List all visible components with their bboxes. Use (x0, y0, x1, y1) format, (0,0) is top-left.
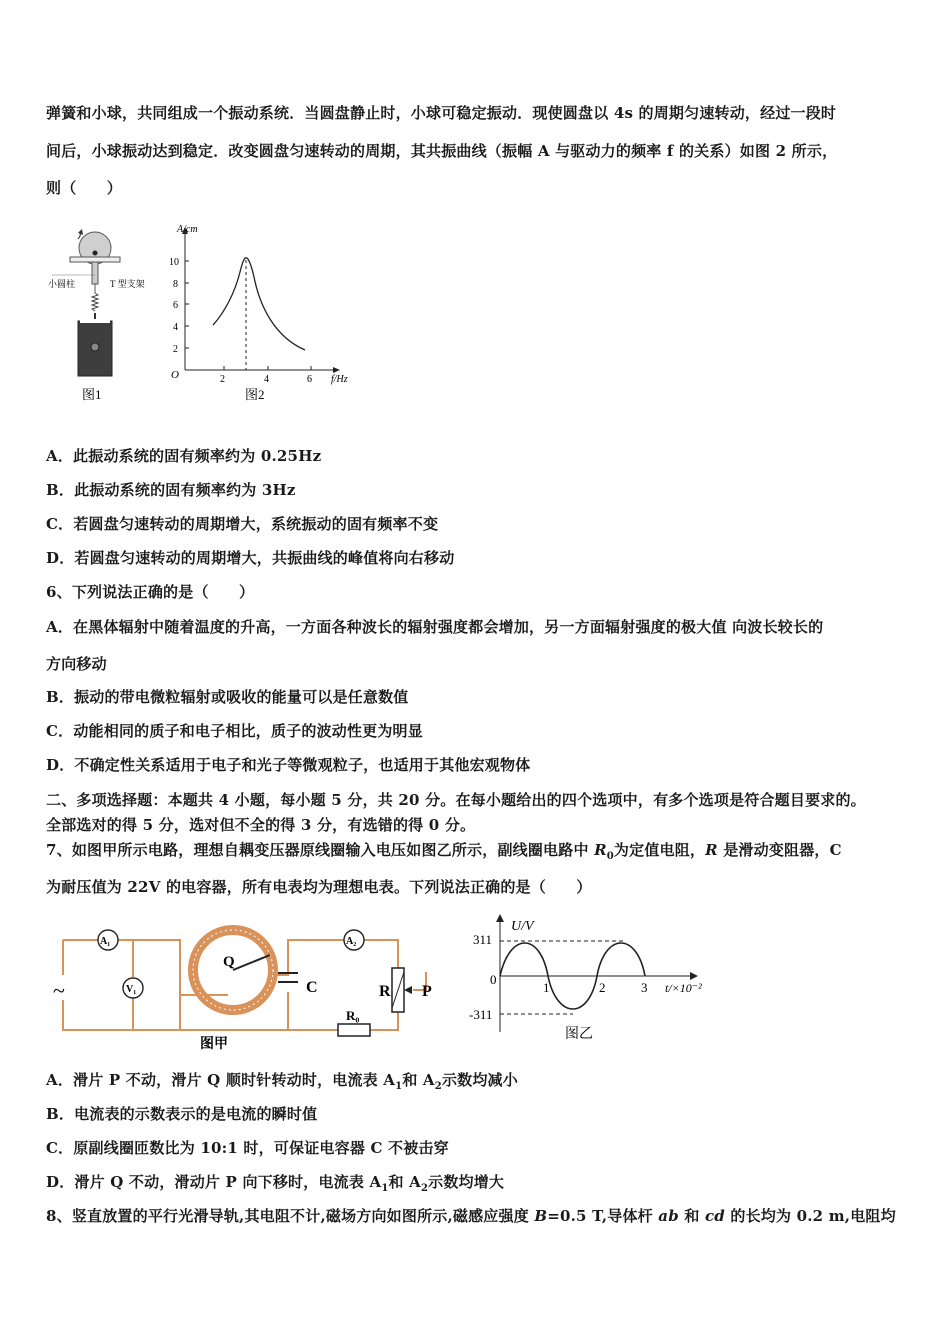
fig1-caption: 图1 (82, 387, 102, 402)
q8-stem: 8、竖直放置的平行光滑导轨,其电阻不计,磁场方向如图所示,磁感应强度 B=0.5 T,导体杆 ab 和 cd 的长均为 0.2 m,电阻均 (46, 1207, 896, 1225)
ammeter-a1-label: A₁ (100, 936, 111, 947)
q6-option-c[interactable]: C．动能相同的质子和电子相比，质子的波动性更为明显 (46, 722, 423, 740)
q5-stem-line3: 则（ ） (46, 179, 123, 197)
ammeter-a2-label: A₂ (346, 936, 357, 947)
capacitor-label: C (306, 979, 318, 996)
q6-option-b[interactable]: B．振动的带电微粒辐射或吸收的能量可以是任意数值 (46, 688, 409, 706)
circuit-caption: 图甲 (200, 1037, 228, 1052)
q5-stem-line2: 间后，小球振动达到稳定．改变圆盘匀速转动的周期，其共振曲线（振幅 A 与驱动力的频率 f 的关系）如图 2 所示， (46, 142, 838, 160)
slider-q-arm[interactable] (233, 955, 270, 970)
q7-stem-line2: 为耐压值为 22V 的电容器，所有电表均为理想电表。下列说法正确的是（ ） (46, 878, 592, 896)
fig2-resonance-curve (213, 258, 305, 350)
resistor-r0 (338, 1024, 370, 1036)
fig2-ytick: 8 (173, 279, 178, 290)
resistor-r0-label: R₀ (346, 1008, 360, 1023)
fig2-caption: 图2 (245, 387, 265, 402)
q6-option-a-line1[interactable]: A．在黑体辐射中随着温度的升高，一方面各种波长的辐射强度都会增加，另一方面辐射强度的极大值 向波长较长的 (46, 618, 824, 636)
fig2-ytick: 2 (173, 344, 178, 355)
section2-instructions-line2: 全部选对的得 5 分，选对但不全的得 3 分，有选错的得 0 分。 (46, 816, 476, 834)
q5-option-d[interactable]: D．若圆盘匀速转动的周期增大，共振曲线的峰值将向右移动 (46, 549, 455, 567)
graph-origin: 0 (490, 972, 497, 987)
slider-q-label: Q (223, 954, 235, 970)
fig2-yticks (169, 257, 189, 355)
rheostat-label: R (379, 983, 391, 1000)
fig1-label-bracket: T 型支架 (110, 279, 145, 289)
fig2-xtick: 4 (264, 374, 269, 385)
graph-xlabel: t/×10⁻² (665, 981, 702, 995)
fig2-xlabel: f/Hz (331, 374, 348, 385)
graph-caption: 图乙 (565, 1027, 593, 1042)
q5-option-a[interactable]: A．此振动系统的固有频率约为 0.25Hz (46, 447, 322, 465)
figure-voltage-graph (465, 910, 715, 1045)
q7-option-d[interactable]: D．滑片 Q 不动，滑动片 P 向下移时，电流表 $A_1$和 $A_2$示数均增大 (46, 1173, 505, 1194)
figure-2-resonance-curve (165, 222, 375, 407)
fig2-origin: O (171, 369, 179, 381)
slider-p-label: P (422, 983, 432, 1000)
graph-xtick: 1 (543, 980, 550, 995)
figure-circuit (48, 920, 448, 1055)
q7-option-c[interactable]: C．原副线圈匝数比为 10:1 时，可保证电容器 C 不被击穿 (46, 1139, 449, 1157)
figure-1-apparatus (40, 225, 160, 405)
ac-source-icon: ~ (53, 978, 65, 1003)
q5-option-b[interactable]: B．此振动系统的固有频率约为 3Hz (46, 481, 296, 499)
q6-option-d[interactable]: D．不确定性关系适用于电子和光子等微观粒子，也适用于其他宏观物体 (46, 756, 531, 774)
graph-ymax: 311 (473, 932, 493, 947)
graph-xtick: 2 (599, 980, 606, 995)
fig2-ytick: 6 (173, 300, 178, 311)
q7-stem-line1: 7、如图甲所示电路，理想自耦变压器原线圈输入电压如图乙所示，副线圈电路中 $R_0$为定值电阻，R 是滑动变阻器，C (46, 841, 842, 862)
q6-option-a-line2[interactable]: 方向移动 (46, 655, 107, 673)
graph-ylabel: U/V (511, 919, 534, 934)
fig2-xtick: 6 (307, 374, 312, 385)
fig2-ylabel: A/cm (177, 224, 198, 235)
graph-xtick: 3 (641, 980, 648, 995)
graph-ymin: -311 (469, 1007, 493, 1022)
q6-stem: 6、下列说法正确的是（ ） (46, 583, 255, 601)
q7-option-a[interactable]: A．滑片 P 不动，滑片 Q 顺时针转动时，电流表 $A_1$和 $A_2$示数均减小 (46, 1071, 518, 1092)
fig2-ytick: 4 (173, 322, 178, 333)
q5-option-c[interactable]: C．若圆盘匀速转动的周期增大，系统振动的固有频率不变 (46, 515, 439, 533)
section2-instructions-line1: 二、多项选择题：本题共 4 小题，每小题 5 分，共 20 分。在每小题给出的四个选项中，有多个选项是符合题目要求的。 (46, 791, 866, 809)
fig2-xticks (220, 366, 312, 385)
fig2-ytick: 10 (169, 257, 179, 268)
fig1-label-cylinder: 小圆柱 (48, 279, 76, 289)
q5-stem-line1: 弹簧和小球，共同组成一个振动系统．当圆盘静止时，小球可稳定振动．现使圆盘以 4s 的周期匀速转动，经过一段时 (46, 104, 837, 122)
fig2-xtick: 2 (220, 374, 225, 385)
q7-option-b[interactable]: B．电流表的示数表示的是电流的瞬时值 (46, 1105, 318, 1123)
voltmeter-v1-label: V₁ (126, 984, 137, 995)
